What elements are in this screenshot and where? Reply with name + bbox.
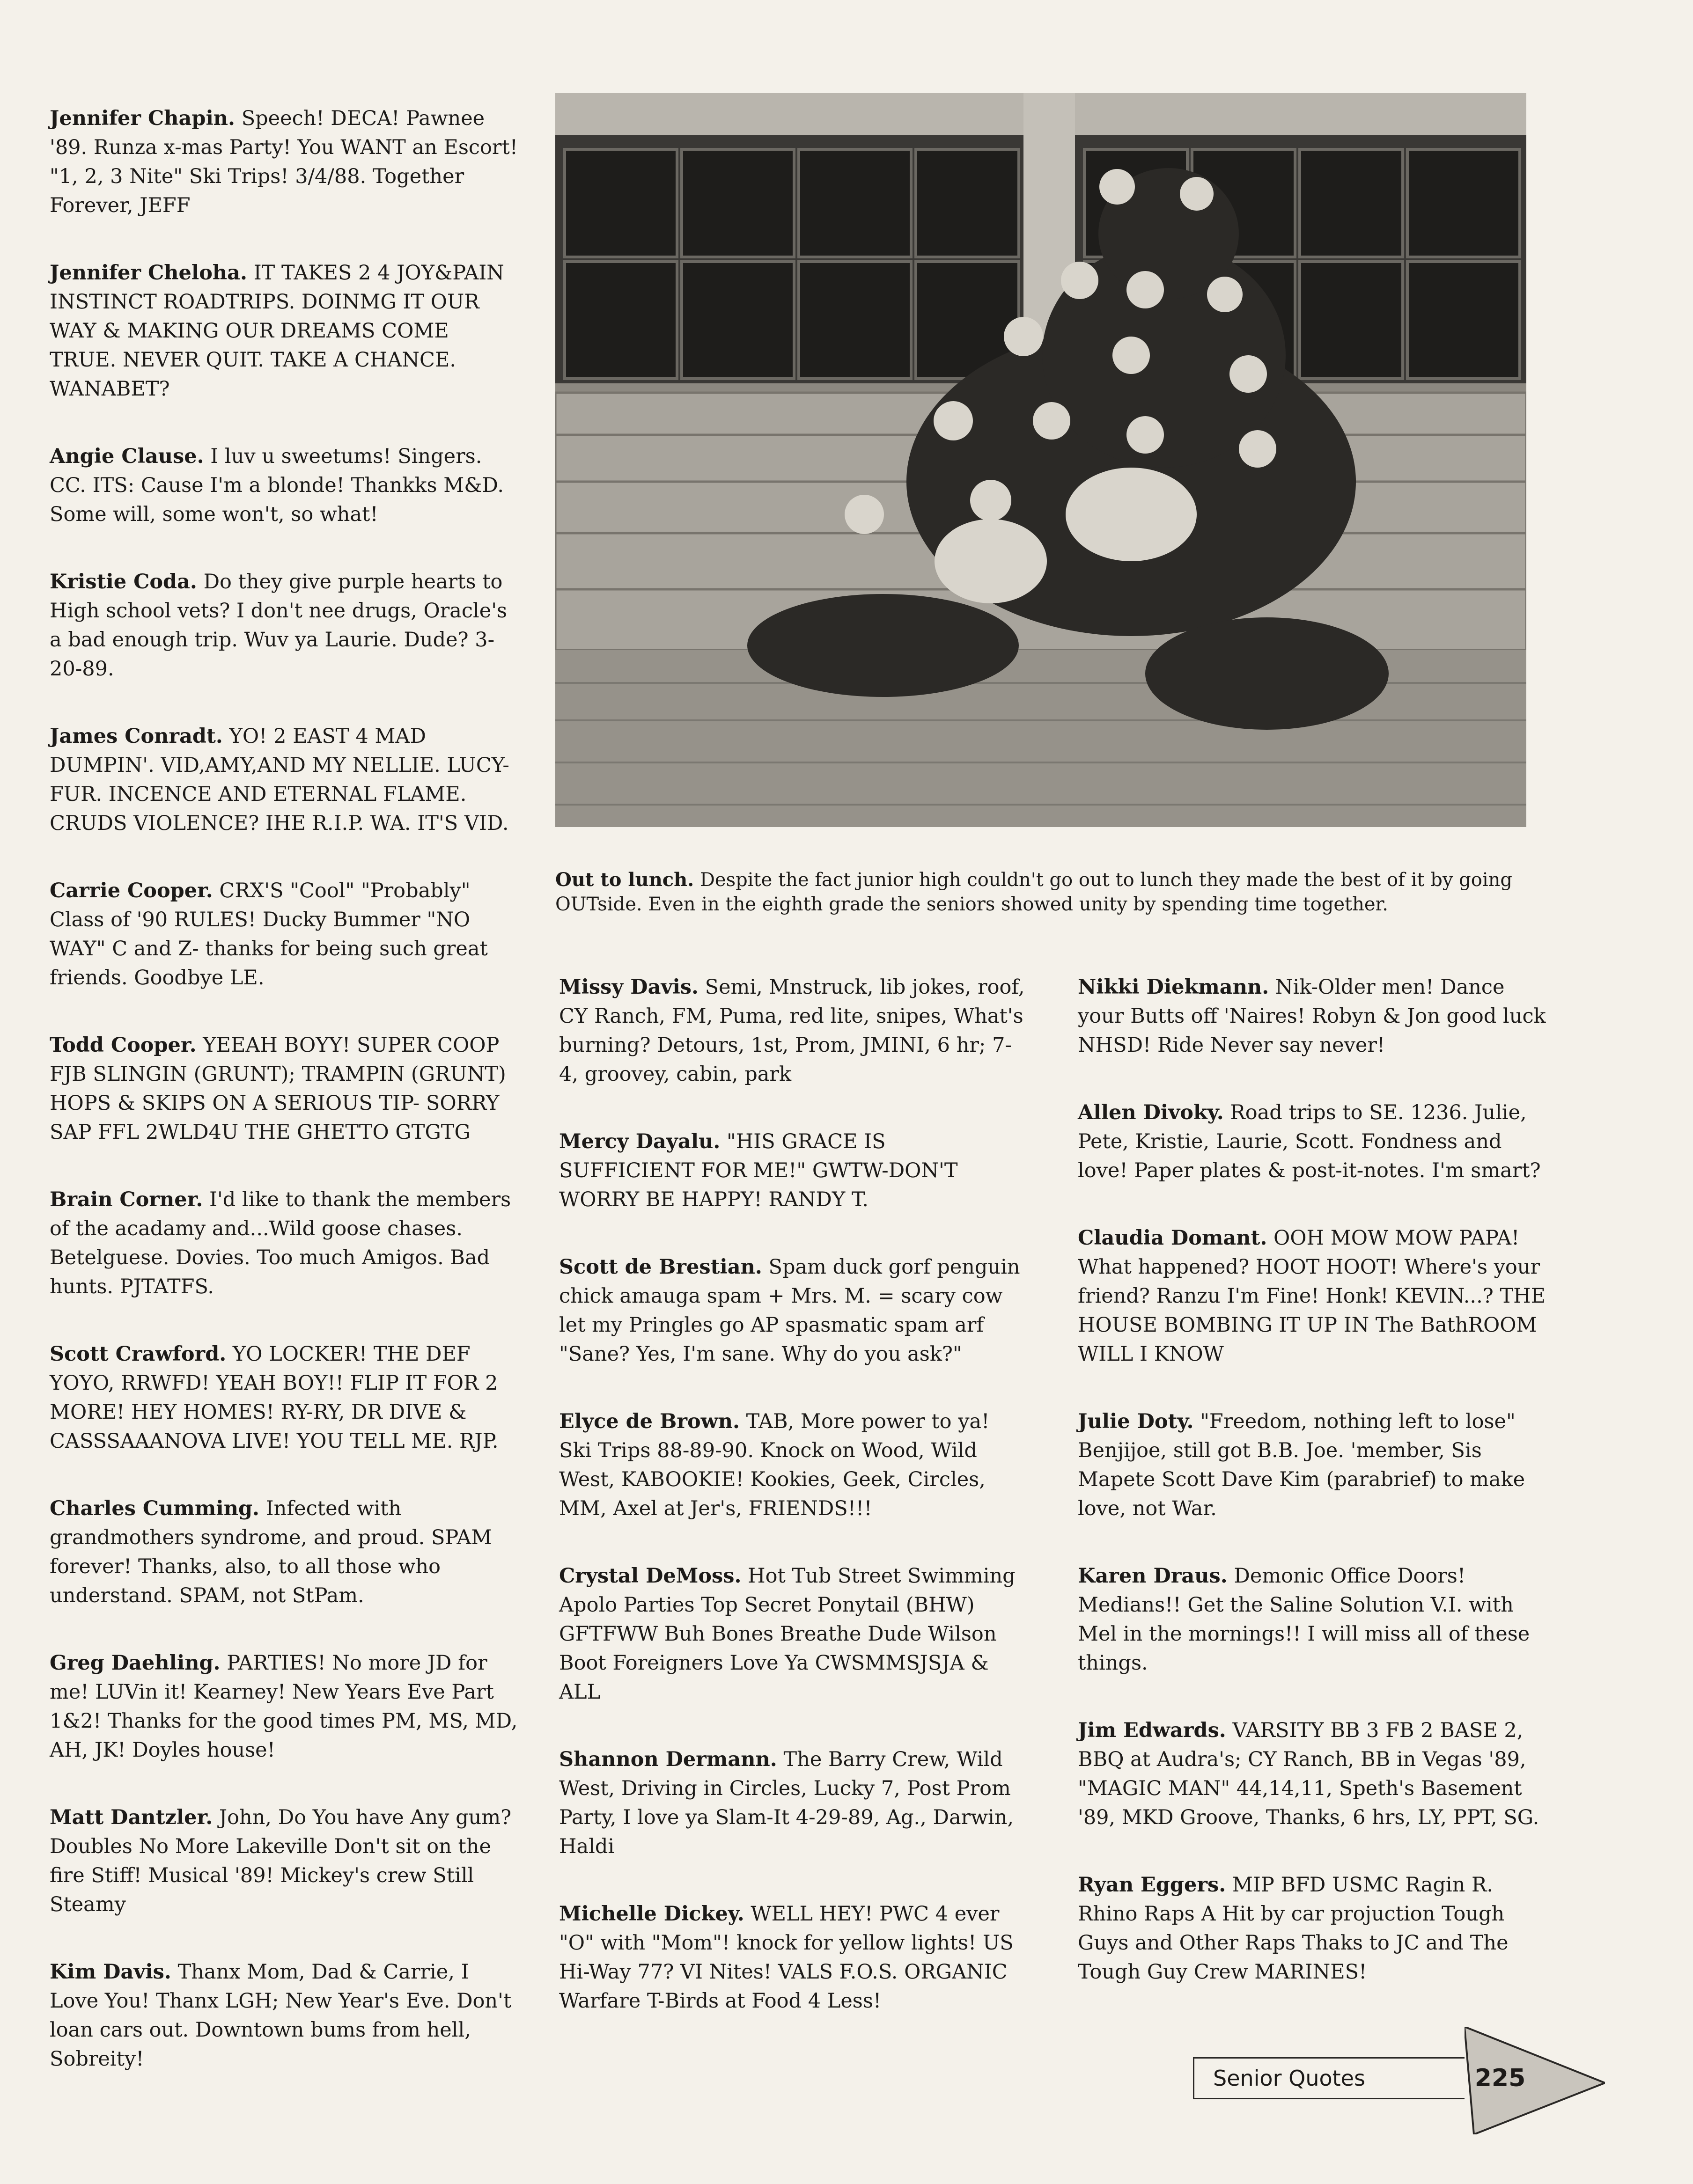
senior-quote-entry [50,1803,520,1919]
senior-quote-entry [559,1127,1028,1214]
footer-section-label: Senior Quotes [1193,2057,1465,2099]
student-name: James Conradt. [50,725,223,748]
student-name: Jennifer Cheloha. [50,261,248,285]
student-quote: Semi, Mnstruck, lib jokes, roof, CY Ranch, FM, Puma, red lite, snipes, What's burning? Detours, 1st, Prom, JMINI, 6 hr; 7-4, groovey, cabin, park [559,975,1025,1086]
student-name: Kristie Coda. [50,570,197,594]
student-name: Angie Clause. [50,445,204,468]
middle-quotes-column [559,973,1028,2054]
student-quote: CRX'S "Cool" "Probably" Class of '90 RULES! Ducky Bummer "NO WAY" C and Z- thanks for being such great friends. Goodbye LE. [50,879,488,989]
student-name: Nikki Diekmann. [1078,975,1269,999]
student-name: Karen Draus. [1078,1564,1228,1588]
photo-caption [555,868,1529,916]
senior-quote-entry [50,104,520,220]
student-name: Missy Davis. [559,975,699,999]
student-name: Julie Doty. [1078,1410,1194,1433]
senior-quote-entry [1078,1098,1546,1185]
student-name: Jim Edwards. [1078,1719,1226,1742]
senior-quote-entry [559,1745,1028,1861]
student-quote: I luv u sweetums! Singers. CC. ITS: Cause I'm a blonde! Thankks M&D. Some will, some won't, so what! [50,445,504,526]
senior-quote-entry [50,1340,520,1456]
senior-quote-entry [559,1899,1028,2015]
senior-quote-entry [1078,1870,1546,1986]
senior-quote-entry [559,1253,1028,1369]
student-quote: John, Do You have Any gum? Doubles No More Lakeville Don't sit on the fire Stiff! Musical '89! Mickey's crew Still Steamy [50,1806,512,1916]
senior-quote-entry [50,567,520,683]
student-quote: Nik-Older men! Dance your Butts off 'Naires! Robyn & Jon good luck NHSD! Ride Never say never! [1078,975,1546,1057]
student-name: Todd Cooper. [50,1033,197,1057]
senior-quote-entry [50,1957,520,2074]
student-quote: Do they give purple hearts to High school vets? I don't nee drugs, Oracle's a bad enough trip. Wuv ya Laurie. Dude? 3-20-89. [50,570,508,681]
student-name: Jennifer Chapin. [50,107,236,130]
student-quote: IT TAKES 2 4 JOY&PAIN INSTINCT ROADTRIPS. DOINMG IT OUR WAY & MAKING OUR DREAMS COME TRUE. NEVER QUIT. TAKE A CHANCE. WANABET? [50,261,504,401]
senior-quote-entry [1078,1561,1546,1678]
student-quote: TAB, More power to ya! Ski Trips 88-89-90. Knock on Wood, Wild West, KABOOKIE! Kookies, Geek, Circles, MM, Axel at Jer's, FRIENDS!!! [559,1410,990,1520]
student-quote: YO! 2 EAST 4 MAD DUMPIN'. VID,AMY,AND MY NELLIE. LUCY-FUR. INCENCE AND ETERNAL FLAME. CRUDS VIOLENCE? IHE R.I.P. WA. IT'S VID. [50,725,509,835]
student-quote: PARTIES! No more JD for me! LUVin it! Kearney! New Years Eve Part 1&2! Thanks for the good times PM, MS, MD, AH, JK! Doyles house! [50,1651,518,1762]
senior-quote-entry [50,1649,520,1765]
group-photo-icon [555,93,1526,827]
student-quote: WELL HEY! PWC 4 ever "O" with "Mom"! knock for yellow lights! US Hi-Way 77? VI Nites! VALS F.O.S. ORGANIC Warfare T-Birds at Food 4 Less! [559,1902,1014,2013]
caption-text: Despite the fact junior high couldn't go out to lunch they made the best of it by going OUTside. Even in the eighth grade the seniors showed unity by spending time together. [555,869,1512,915]
student-name: Elyce de Brown. [559,1410,740,1433]
student-quote: Road trips to SE. 1236. Julie, Pete, Kristie, Laurie, Scott. Fondness and love! Paper plates & post-it-notes. I'm smart? [1078,1101,1541,1182]
group-photo [555,93,1526,827]
student-name: Allen Divoky. [1078,1101,1224,1124]
senior-quote-entry [1078,1716,1546,1832]
student-name: Carrie Cooper. [50,879,213,902]
senior-quote-entry [50,1031,520,1147]
student-quote: I'd like to thank the members of the acadamy and...Wild goose chases. Betelguese. Dovies. Too much Amigos. Bad hunts. PJTATFS. [50,1188,511,1298]
senior-quote-entry [50,258,520,403]
caption-title: Out to lunch. [555,869,694,891]
page-number: 225 [1474,2064,1526,2092]
student-quote: OOH MOW MOW PAPA! What happened? HOOT HOOT! Where's your friend? Ranzu I'm Fine! Honk! KEVIN...? THE HOUSE BOMBING IT UP IN The BathROOM WILL I KNOW [1078,1226,1546,1366]
student-quote: MIP BFD USMC Ragin R. Rhino Raps A Hit by car projuction Tough Guys and Other Raps Thaks to JC and The Tough Guy Crew MARINES! [1078,1873,1509,1984]
student-name: Crystal DeMoss. [559,1564,742,1588]
student-quote: Speech! DECA! Pawnee '89. Runza x-mas Party! You WANT an Escort! "1, 2, 3 Nite" Ski Trips! 3/4/88. Together Forever, JEFF [50,107,518,217]
student-name: Greg Daehling. [50,1651,221,1675]
student-name: Kim Davis. [50,1960,171,1984]
student-name: Scott Crawford. [50,1342,227,1366]
student-quote: VARSITY BB 3 FB 2 BASE 2, BBQ at Audra's; CY Ranch, BB in Vegas '89, "MAGIC MAN" 44,14,11, Speth's Basement '89, MKD Groove, Thanks, 6 hrs, LY, PPT, SG. [1078,1719,1539,1829]
left-quotes-column [50,104,520,2112]
student-quote: "HIS GRACE IS SUFFICIENT FOR ME!" GWTW-DON'T WORRY BE HAPPY! RANDY T. [559,1130,958,1211]
student-quote: YO LOCKER! THE DEF YOYO, RRWFD! YEAH BOY!! FLIP IT FOR 2 MORE! HEY HOMES! RY-RY, DR DIVE & CASSSAAANOVA LIVE! YOU TELL ME. RJP. [50,1342,499,1453]
student-quote: Thanx Mom, Dad & Carrie, I Love You! Thanx LGH; New Year's Eve. Don't loan cars out. Downtown bums from hell, Sobreity! [50,1960,512,2071]
student-quote: Spam duck gorf penguin chick amauga spam + Mrs. M. = scary cow let my Pringles go AP spasmatic spam arf "Sane? Yes, I'm sane. Why do you ask?" [559,1255,1020,1366]
senior-quote-entry [1078,973,1546,1060]
senior-quote-entry [50,722,520,838]
senior-quote-entry [50,442,520,529]
student-name: Matt Dantzler. [50,1806,213,1829]
student-name: Shannon Dermann. [559,1748,777,1771]
senior-quote-entry [1078,1407,1546,1523]
student-name: Ryan Eggers. [1078,1873,1226,1897]
student-name: Mercy Dayalu. [559,1130,721,1153]
senior-quote-entry [50,1185,520,1301]
student-quote: Hot Tub Street Swimming Apolo Parties Top Secret Ponytail (BHW) GFTFWW Buh Bones Breathe Dude Wilson Boot Foreigners Love Ya CWSMMSJSJA & ALL [559,1564,1016,1704]
student-name: Claudia Domant. [1078,1226,1267,1250]
student-name: Scott de Brestian. [559,1255,762,1279]
senior-quote-entry [50,1494,520,1610]
student-quote: "Freedom, nothing left to lose" Benjijoe, still got B.B. Joe. 'member, Sis Mapete Scott Dave Kim (parabrief) to make love, not War. [1078,1410,1525,1520]
senior-quote-entry [559,1561,1028,1707]
student-quote: Demonic Office Doors! Medians!! Get the Saline Solution V.I. with Mel in the mornings!! I will miss all of these things. [1078,1564,1530,1675]
student-name: Charles Cumming. [50,1497,259,1520]
student-name: Michelle Dickey. [559,1902,744,1926]
senior-quote-entry [559,973,1028,1089]
senior-quote-entry [50,876,520,992]
senior-quote-entry [559,1407,1028,1523]
right-quotes-column [1078,973,1546,2025]
student-quote: The Barry Crew, Wild West, Driving in Circles, Lucky 7, Post Prom Party, I love ya Slam-It 4-29-89, Ag., Darwin, Haldi [559,1748,1014,1858]
student-name: Brain Corner. [50,1188,203,1211]
senior-quote-entry [1078,1224,1546,1369]
student-quote: Infected with grandmothers syndrome, and proud. SPAM forever! Thanks, also, to all those who understand. SPAM, not StPam. [50,1497,492,1607]
student-quote: YEEAH BOYY! SUPER COOP FJB SLINGIN (GRUNT); TRAMPIN (GRUNT) HOPS & SKIPS ON A SERIOUS TIP- SORRY SAP FFL 2WLD4U THE GHETTO GTGTG [50,1033,506,1144]
